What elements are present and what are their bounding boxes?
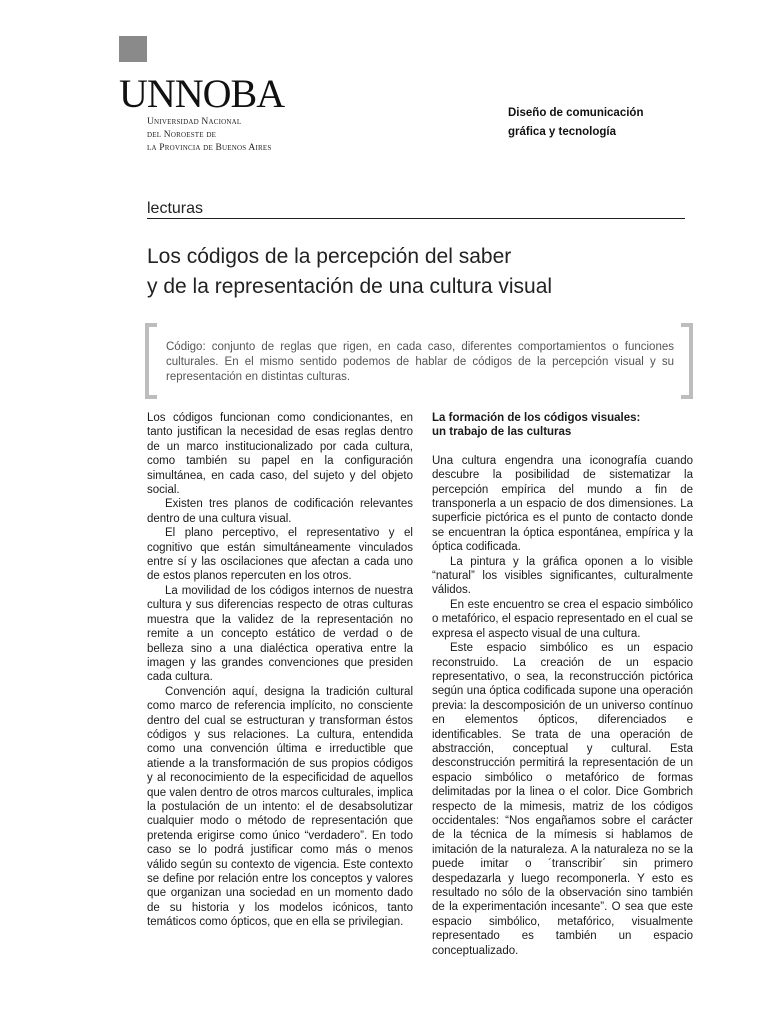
left-paragraph-4: La movilidad de los códigos internos de nuestra cultura y sus diferencias respecto de otras culturas muestra que la validez de la representación no remite a un concepto estático de verdad o de belleza sino a una dialéctica operativa entre la imagen y las grandes convenciones que presiden cada cultura.: [147, 584, 413, 684]
left-column: [147, 411, 413, 930]
university-name: [147, 116, 271, 155]
unnoba-logo: UNNOBA: [119, 71, 285, 116]
right-paragraph-4: Este espacio simbólico es un espacio reconstruido. La creación de un espacio representativo, o sea, la reconstrucción pictórica según una óptica codificada supone una operación previa: la descomposición de un universo contínuo en elementos ópticos, diferenciados e identificables. Se trata de una operación de abstracción, conceptual y cultural. Esta desconstrucción permitirá la representación de un espacio simbólico o metafórico de formas delimitadas por la linea o el color. Dice Gombrich respecto de la mimesis, matriz de los códigos occidentales: “Nos engañamos sobre el carácter de la técnica de la mímesis si hablamos de imitación de la naturaleza. A la naturaleza no se la puede imitar o ´transcribir´ sin primero despedazarla y luego recomponerla. Y esto es resultado no sólo de la observación sino también de la experimentación incesante”. O sea que este espacio simbólico, metafórico, visualmente representado es también un espacio conceptualizado.: [432, 642, 693, 957]
university-line-3: la Provincia de Buenos Aires: [147, 143, 272, 153]
section-label: lecturas: [147, 200, 204, 217]
title-line-1: Los códigos de la percepción del saber: [147, 245, 512, 268]
right-column: [432, 411, 693, 958]
course-name: [508, 104, 643, 142]
gray-square-mark: [119, 36, 147, 62]
university-line-1: Universidad Nacional: [147, 117, 242, 127]
subheading-line-1: La formación de los códigos visuales:: [432, 412, 641, 424]
section-divider: [147, 218, 685, 219]
left-paragraph-1: Los códigos funcionan como condicionantes, en tanto justifican la necesidad de esas reglas dentro de un marco institucionalizado por cada cultura, como también su papel en la configuración simultánea, en cada caso, del sujeto y del objeto social.: [147, 412, 413, 497]
left-paragraph-2: Existen tres planos de codificación relevantes dentro de una cultura visual.: [147, 498, 413, 525]
right-bracket-decoration: [681, 323, 693, 399]
left-paragraph-3: El plano perceptivo, el representativo y el cognitivo que están simultáneamente vinculados entre sí y las oscilaciones que afectan a cada uno de estos planos repercuten en los otros.: [147, 527, 413, 583]
right-paragraph-2: La pintura y la gráfica oponen a lo visible “natural” los visibles significantes, culturalmente válidos.: [432, 555, 693, 597]
course-line-2: gráfica y tecnología: [508, 126, 617, 138]
university-line-2: del Noroeste de: [147, 130, 217, 140]
page-title: [147, 242, 552, 302]
left-bracket-decoration: [145, 323, 157, 399]
right-paragraph-1: Una cultura engendra una iconografía cuando descubre la posibilidad de sistematizar la percepción empírica del mundo a fin de transponerla a un espacio de dos dimensiones. La superficie pictórica es el punto de contacto donde se encuentran la óptica espontánea, empírica y la óptica codificada.: [432, 454, 693, 554]
left-paragraph-5: Convención aquí, designa la tradición cultural como marco de referencia implícito, no consciente dentro del cual se estructuran y transforman éstos códigos y sus relaciones. La cultura, entendida como una convención última e irreductible que atiende a la transformación de sus propios códigos y al reconocimiento de la especificidad de aquellos que valen dentro de otros marcos culturales, implica la postulación de un intento: el de desabsolutizar cualquier modo o método de representación que pretenda erigirse como único “verdadero”. En todo caso se lo podrá justificar como más o menos válido según su contexto de vigencia. Este contexto se define por relación entre los conceptos y valores que organizan una sociedad en un momento dado de su historia y los modelos icónicos, tanto temáticos como ópticos, que en ella se privilegian.: [147, 685, 413, 929]
definition-box: Código: conjunto de reglas que rigen, en cada caso, diferentes comportamientos o funciones culturales. En el mismo sentido podemos de hablar de códigos de la percepción visual y su representación en distintas culturas.: [166, 341, 674, 383]
subheading-line-2: un trabajo de las culturas: [432, 426, 572, 439]
course-line-1: Diseño de comunicación: [508, 107, 644, 119]
subheading: [432, 411, 693, 440]
right-paragraph-3: En este encuentro se crea el espacio simbólico o metafórico, el espacio representado en el cual se expresa el aspecto visual de una cultura.: [432, 598, 693, 640]
title-line-2: y de la representación de una cultura visual: [147, 275, 553, 298]
